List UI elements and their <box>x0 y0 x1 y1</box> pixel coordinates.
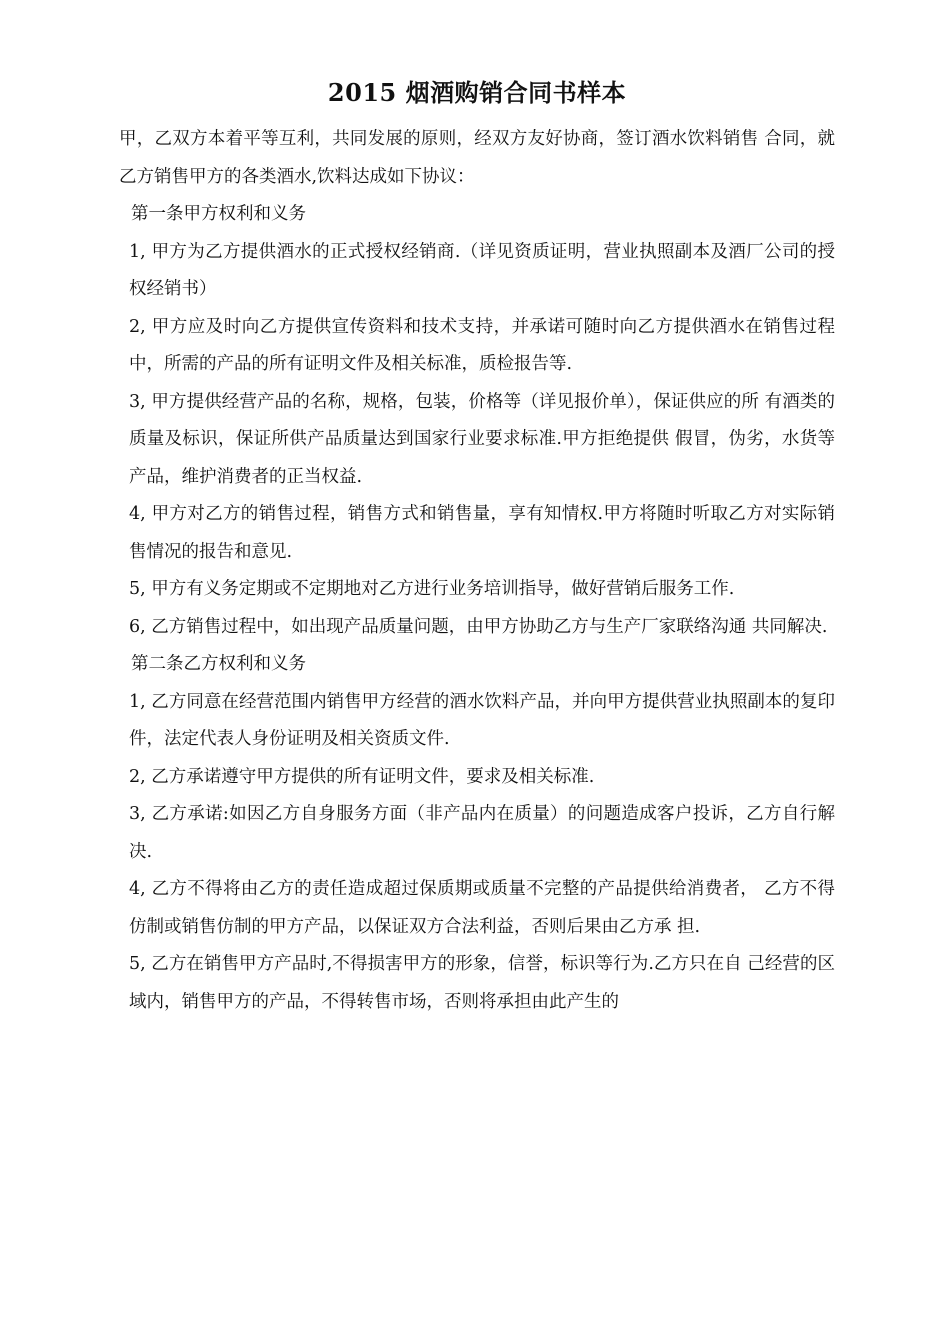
article-1-item: 2, 甲方应及时向乙方提供宣传资料和技术支持，并承诺可随时向乙方提供酒水在销售过程中，所需的产品的所有证明文件及相关标准，质检报告等. <box>129 316 835 374</box>
intro-paragraph: 甲，乙双方本着平等互利，共同发展的原则，经双方友好协商，签订酒水饮料销售 合同，就乙方销售甲方的各类酒水,饮料达成如下协议： <box>119 129 835 187</box>
article-2-heading: 第二条乙方权利和义务 <box>131 654 306 674</box>
article-2-item: 1, 乙方同意在经营范围内销售甲方经营的酒水饮料产品，并向甲方提供营业执照副本的复印件，法定代表人身份证明及相关资质文件. <box>129 691 835 749</box>
article-2-item: 4, 乙方不得将由乙方的责任造成超过保质期或质量不完整的产品提供给消费者， 乙方不得仿制或销售仿制的甲方产品，以保证双方合法利益，否则后果由乙方承 担. <box>129 879 835 937</box>
document-page <box>119 72 835 1021</box>
article-1-heading: 第一条甲方权利和义务 <box>131 204 306 224</box>
article-1-item: 4, 甲方对乙方的销售过程，销售方式和销售量，享有知情权.甲方将随时听取乙方对实际销售情况的报告和意见. <box>129 504 835 562</box>
document-title: 2015 烟酒购销合同书样本 <box>327 78 627 107</box>
article-1-item: 3, 甲方提供经营产品的名称，规格，包装，价格等（详见报价单），保证供应的所 有酒类的质量及标识，保证所供产品质量达到国家行业要求标准.甲方拒绝提供 假冒，伪劣，水货等产品，维护消费者的正当权益. <box>129 391 835 487</box>
article-2-item: 5, 乙方在销售甲方产品时,不得损害甲方的形象，信誉，标识等行为.乙方只在自 己经营的区域内，销售甲方的产品，不得转售市场，否则将承担由此产生的 <box>129 954 835 1012</box>
article-2-item: 2, 乙方承诺遵守甲方提供的所有证明文件，要求及相关标准. <box>129 766 595 787</box>
article-2-item: 3, 乙方承诺:如因乙方自身服务方面（非产品内在质量）的问题造成客户投诉，乙方自行解决. <box>129 804 835 862</box>
article-1-item: 5, 甲方有义务定期或不定期地对乙方进行业务培训指导，做好营销后服务工作. <box>129 579 735 599</box>
article-1-item: 1, 甲方为乙方提供酒水的正式授权经销商.（详见资质证明，营业执照副本及酒厂公司的授权经销书） <box>129 241 835 299</box>
article-1-item: 6, 乙方销售过程中，如出现产品质量问题，由甲方协助乙方与生产厂家联络沟通 共同解决. <box>129 616 828 637</box>
